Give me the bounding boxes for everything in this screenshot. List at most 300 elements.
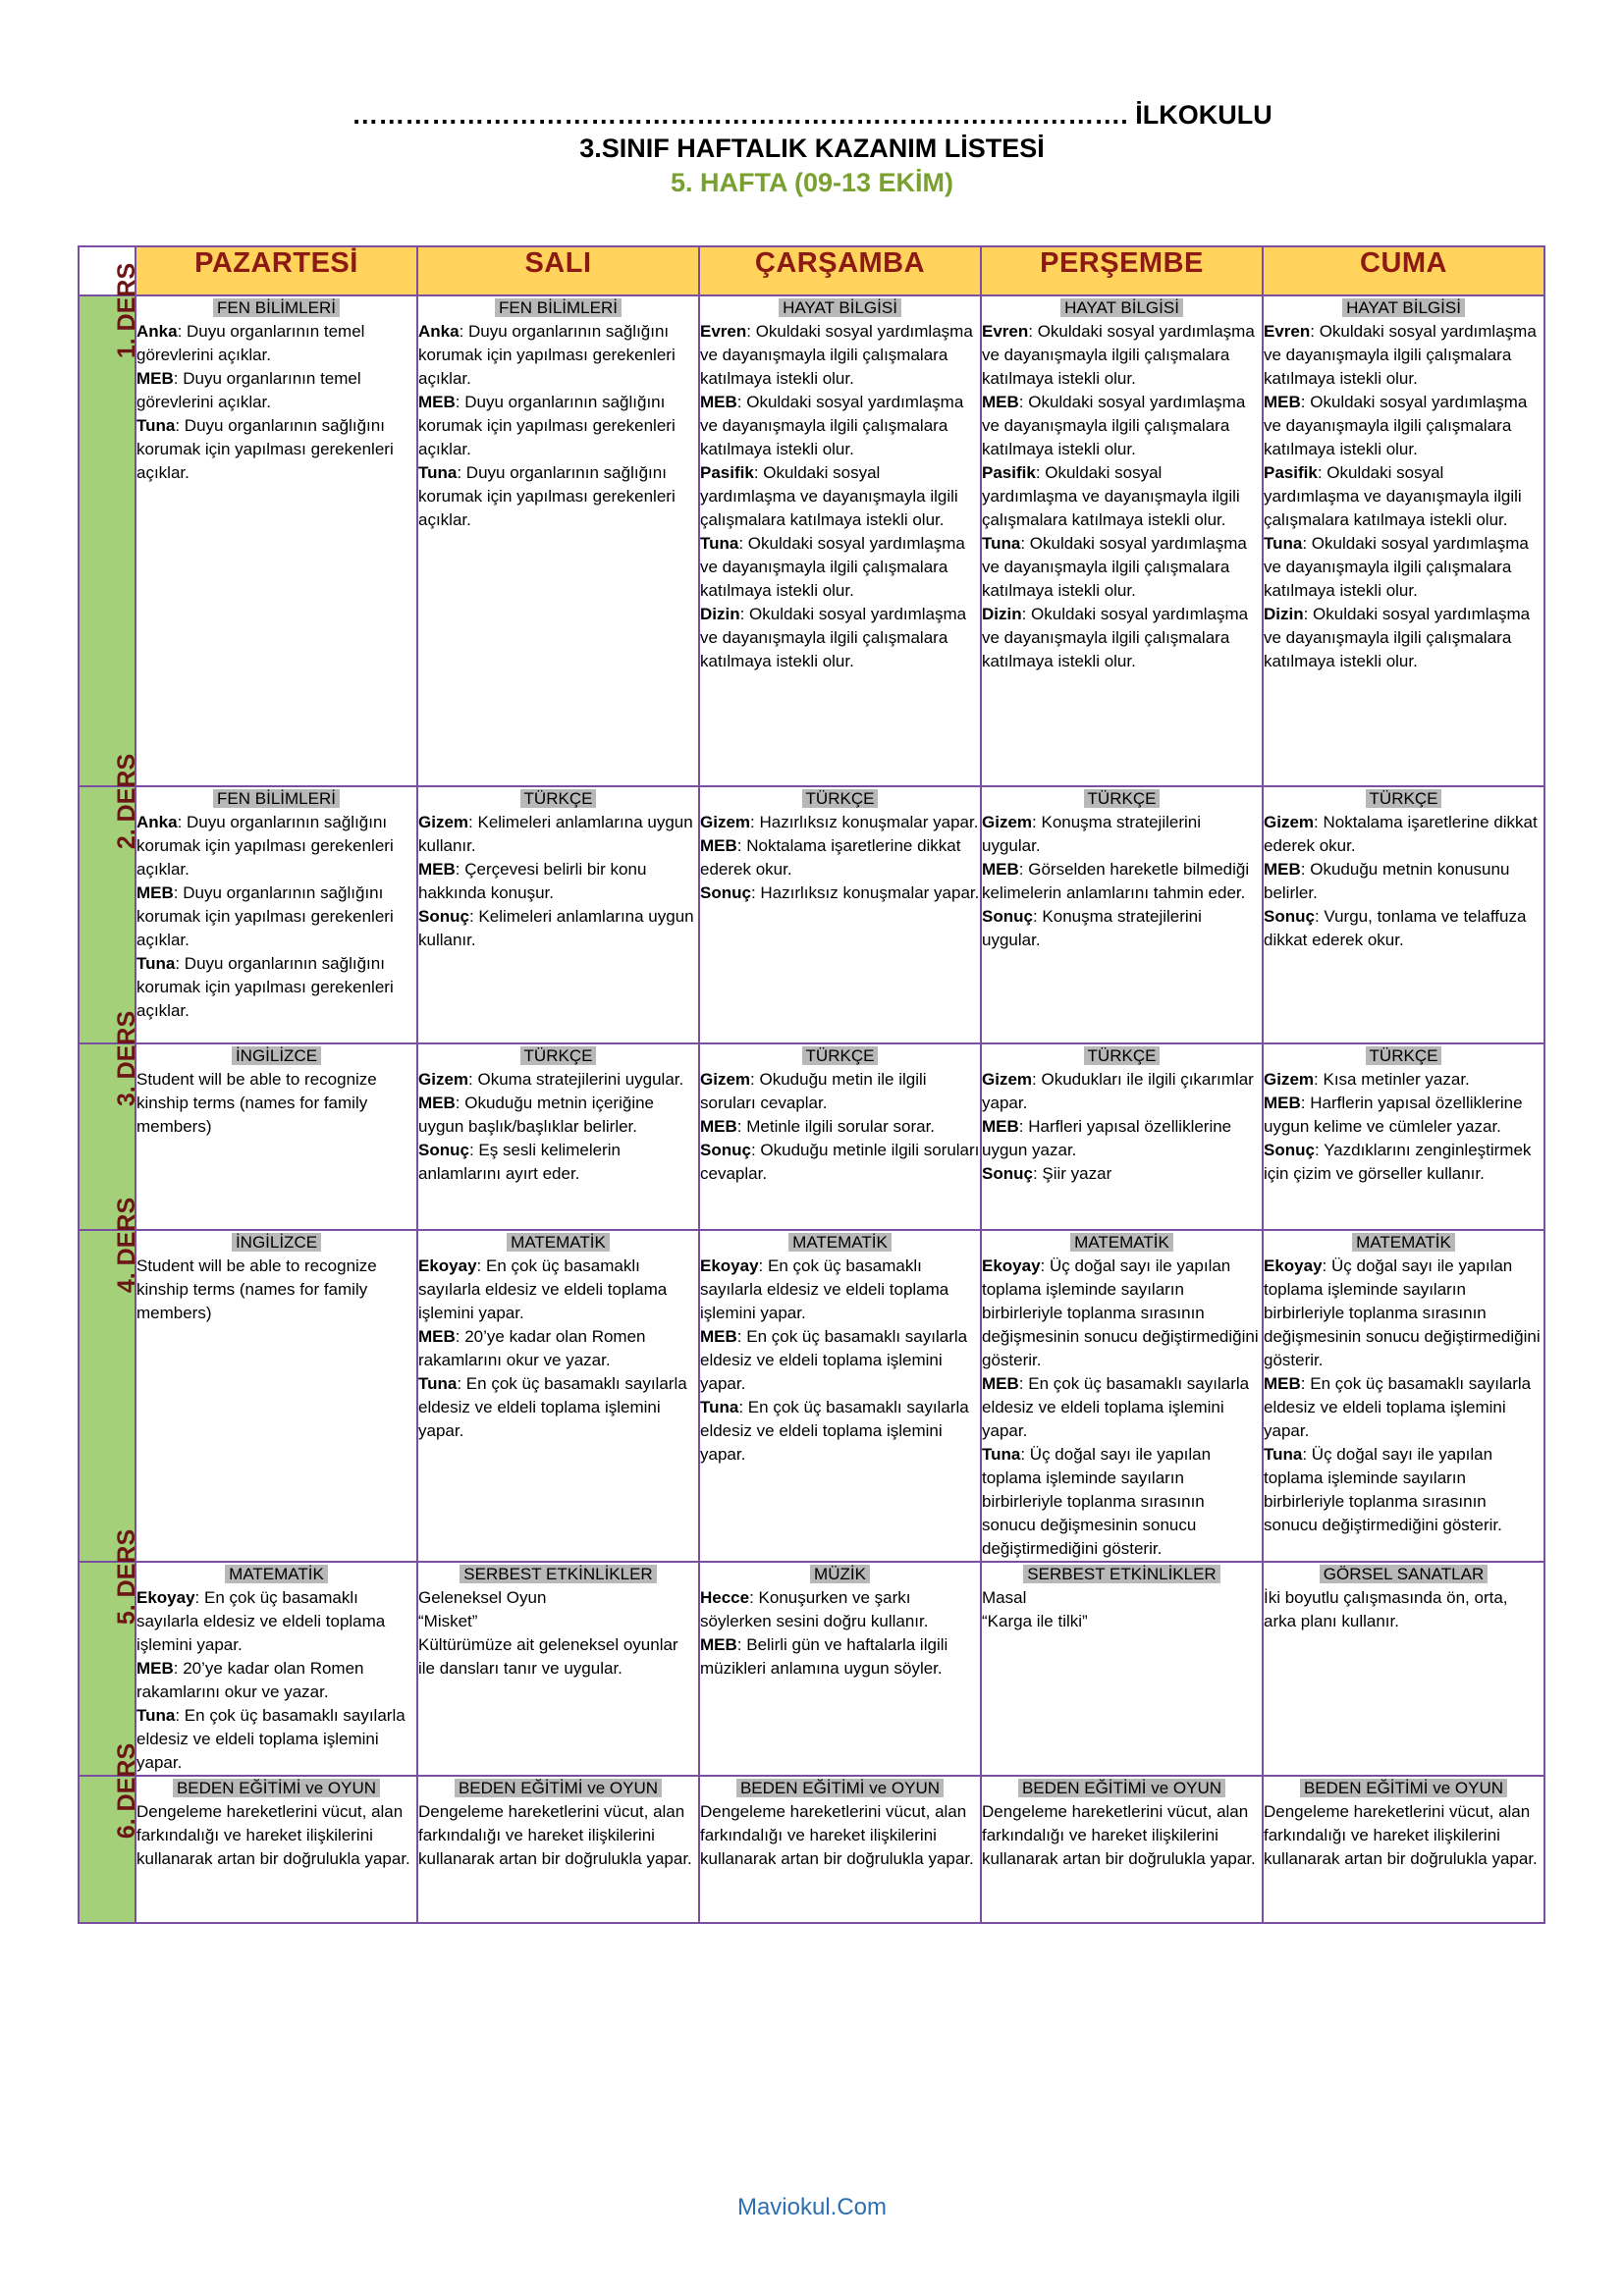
outcome-entry xyxy=(136,1586,416,1657)
outcome-text: : Eş sesli kelimelerin anlamlarını ayırt eder. xyxy=(418,1141,621,1183)
lesson-cell xyxy=(1263,1776,1544,1923)
outcome-entry xyxy=(1264,905,1543,952)
outcome-entry xyxy=(136,1255,416,1325)
outcome-entry xyxy=(418,1586,698,1610)
source-key: Gizem xyxy=(418,1070,469,1089)
outcome-entry xyxy=(982,391,1262,461)
subject-label xyxy=(1264,1044,1543,1068)
outcome-text: : Okuldaki sosyal yardımlaşma ve dayanışmayla ilgili çalışmalara katılmaya istekli olur. xyxy=(700,322,973,388)
outcome-entry xyxy=(982,1610,1262,1633)
outcome-text: : Vurgu, tonlama ve telaffuza dikkat ederek okur. xyxy=(1264,907,1527,949)
outcome-text: : Okuduğu metnin konusunu belirler. xyxy=(1264,860,1510,902)
subject-label xyxy=(136,787,416,811)
outcome-text: Student will be able to recognize kinship terms (names for family members) xyxy=(136,1256,377,1322)
subject-label xyxy=(418,1563,698,1586)
subject-label-text: HAYAT BİLGİSİ xyxy=(779,298,901,317)
source-key: MEB xyxy=(136,369,174,388)
outcome-text: : Okuldaki sosyal yardımlaşma ve dayanışmayla ilgili çalışmalara katılmaya istekli olur. xyxy=(1264,322,1537,388)
lesson-cell xyxy=(135,295,417,786)
outcome-entry xyxy=(982,1162,1262,1186)
lesson-row xyxy=(79,786,1544,1043)
page-header xyxy=(0,98,1624,200)
lesson-cell xyxy=(981,1043,1263,1230)
outcome-entry xyxy=(982,532,1262,603)
source-key: Dizin xyxy=(982,605,1022,623)
outcome-entry xyxy=(1264,391,1543,461)
subject-label-text: BEDEN EĞİTİMİ ve OYUN xyxy=(1018,1779,1225,1797)
source-key: Tuna xyxy=(136,1706,176,1725)
outcome-text: : Konuşma stratejilerini uygular. xyxy=(982,907,1202,949)
outcome-entry xyxy=(136,414,416,485)
lesson-row xyxy=(79,1230,1544,1562)
subject-label-text: İNGİLİZCE xyxy=(232,1233,321,1252)
outcome-entry xyxy=(982,1068,1262,1115)
lesson-cell xyxy=(699,786,981,1043)
outcome-entry xyxy=(700,532,980,603)
subject-label-text: FEN BİLİMLERİ xyxy=(495,298,622,317)
outcome-text: Masal xyxy=(982,1588,1027,1607)
outcome-entry xyxy=(982,603,1262,673)
outcome-entry xyxy=(700,1633,980,1681)
lesson-cell xyxy=(417,786,699,1043)
subject-label xyxy=(700,787,980,811)
day-header-tuesday: SALI xyxy=(417,246,699,295)
outcome-entry xyxy=(1264,1255,1543,1372)
source-key: MEB xyxy=(982,860,1019,879)
outcome-text: : En çok üç basamaklı sayılarla eldesiz ve eldeli toplama işlemini yapar. xyxy=(136,1588,386,1654)
source-key: Gizem xyxy=(1264,813,1315,831)
lesson-label-cell xyxy=(79,1197,141,1562)
outcome-text: : Okuduğu metin ile ilgili soruları cevaplar. xyxy=(700,1070,927,1112)
outcome-entry xyxy=(700,461,980,532)
lesson-label-cell xyxy=(79,262,141,786)
subject-label xyxy=(136,1563,416,1586)
outcome-entry xyxy=(700,881,980,905)
subject-label xyxy=(700,1044,980,1068)
source-key: Anka xyxy=(136,322,178,341)
subject-label xyxy=(418,296,698,320)
outcome-text: Dengeleme hareketlerini vücut, alan farkındalığı ve hareket ilişkilerini kullanarak artan bir doğrulukla yapar. xyxy=(1264,1802,1538,1868)
subject-label-text: FEN BİLİMLERİ xyxy=(213,789,340,808)
outcome-text: : Kelimeleri anlamlarına uygun kullanır. xyxy=(418,907,694,949)
outcome-entry xyxy=(1264,1092,1543,1139)
outcome-text: : 20’ye kadar olan Romen rakamlarını okur ve yazar. xyxy=(418,1327,646,1369)
source-key: Tuna xyxy=(418,1374,458,1393)
subject-label-text: FEN BİLİMLERİ xyxy=(213,298,340,317)
subject-label-text: HAYAT BİLGİSİ xyxy=(1060,298,1183,317)
outcome-entry xyxy=(1264,461,1543,532)
outcome-entry xyxy=(136,952,416,1023)
outcome-entry xyxy=(418,905,698,952)
lesson-cell xyxy=(135,786,417,1043)
subject-label-text: TÜRKÇE xyxy=(1366,1046,1442,1065)
outcome-entry xyxy=(700,1115,980,1139)
day-header-monday: PAZARTESİ xyxy=(135,246,417,295)
outcome-entry xyxy=(418,461,698,532)
lesson-row xyxy=(79,1562,1544,1776)
outcome-entry xyxy=(700,320,980,391)
outcome-entry xyxy=(136,1068,416,1139)
subject-label-text: MATEMATİK xyxy=(507,1233,610,1252)
lesson-cell xyxy=(981,1230,1263,1562)
outcome-text: : Duyu organlarının sağlığını korumak için yapılması gerekenleri açıklar. xyxy=(418,393,676,458)
subject-label-text: MATEMATİK xyxy=(1352,1233,1455,1252)
subject-label xyxy=(1264,787,1543,811)
subject-label xyxy=(700,296,980,320)
source-key: MEB xyxy=(136,1659,174,1678)
lesson-cell xyxy=(417,295,699,786)
lesson-cell xyxy=(1263,786,1544,1043)
source-key: Pasifik xyxy=(700,463,754,482)
source-key: Tuna xyxy=(982,1445,1021,1464)
outcome-entry xyxy=(1264,532,1543,603)
lesson-cell xyxy=(417,1776,699,1923)
source-key: Sonuç xyxy=(982,1164,1033,1183)
lesson-cell xyxy=(1263,295,1544,786)
source-key: Tuna xyxy=(1264,534,1303,553)
subject-label xyxy=(982,1044,1262,1068)
outcome-entry xyxy=(418,1800,698,1871)
outcome-text: : Okuduğu metinle ilgili soruları cevaplar. xyxy=(700,1141,980,1183)
subject-label-text: MATEMATİK xyxy=(1070,1233,1173,1252)
source-key: MEB xyxy=(982,1117,1019,1136)
source-key: MEB xyxy=(700,393,737,411)
subject-label-text: SERBEST ETKİNLİKLER xyxy=(1023,1565,1219,1583)
outcome-text: : En çok üç basamaklı sayılarla eldesiz ve eldeli toplama işlemini yapar. xyxy=(418,1374,687,1440)
source-key: Sonuç xyxy=(982,907,1033,926)
outcome-entry xyxy=(1264,1372,1543,1443)
source-key: Tuna xyxy=(1264,1445,1303,1464)
outcome-entry xyxy=(418,1610,698,1633)
outcome-entry xyxy=(418,320,698,391)
lesson-label: 3. DERS xyxy=(113,1010,141,1107)
outcome-entry xyxy=(982,1255,1262,1372)
outcome-text: Kültürümüze ait geleneksel oyunlar ile dansları tanır ve uygular. xyxy=(418,1635,678,1678)
lesson-row xyxy=(79,1776,1544,1923)
outcome-text: : Okuma stratejilerini uygular. xyxy=(468,1070,684,1089)
day-header-thursday: PERŞEMBE xyxy=(981,246,1263,295)
outcome-text: : Görselden hareketle bilmediği kelimelerin anlamlarını tahmin eder. xyxy=(982,860,1250,902)
outcome-text: Dengeleme hareketlerini vücut, alan farkındalığı ve hareket ilişkilerini kullanarak artan bir doğrulukla yapar. xyxy=(418,1802,692,1868)
source-key: MEB xyxy=(418,393,456,411)
day-header-wednesday: ÇARŞAMBA xyxy=(699,246,981,295)
outcome-text: Dengeleme hareketlerini vücut, alan farkındalığı ve hareket ilişkilerini kullanarak artan bir doğrulukla yapar. xyxy=(136,1802,410,1868)
source-key: MEB xyxy=(700,1327,737,1346)
outcome-entry xyxy=(418,1068,698,1092)
outcome-text: : Okuldaki sosyal yardımlaşma ve dayanışmayla ilgili çalışmalara katılmaya istekli olur. xyxy=(700,463,958,529)
outcome-entry xyxy=(982,1443,1262,1561)
outcome-text: Student will be able to recognize kinship terms (names for family members) xyxy=(136,1070,377,1136)
outcome-entry xyxy=(700,603,980,673)
source-key: Evren xyxy=(700,322,747,341)
subject-label xyxy=(700,1777,980,1800)
source-key: Evren xyxy=(982,322,1029,341)
subject-label-text: TÜRKÇE xyxy=(520,789,597,808)
outcome-entry xyxy=(982,1115,1262,1162)
source-key: Anka xyxy=(418,322,460,341)
outcome-text: : Okuduğu metnin içeriğine uygun başlık/başlıklar belirler. xyxy=(418,1094,655,1136)
outcome-entry xyxy=(700,1325,980,1396)
outcome-entry xyxy=(700,834,980,881)
subject-label xyxy=(982,296,1262,320)
source-key: Tuna xyxy=(982,534,1021,553)
source-key: Sonuç xyxy=(700,1141,751,1159)
source-key: MEB xyxy=(1264,860,1301,879)
subject-label-text: BEDEN EĞİTİMİ ve OYUN xyxy=(1300,1779,1507,1797)
lesson-cell xyxy=(1263,1043,1544,1230)
subject-label xyxy=(418,1231,698,1255)
outcome-text: : Okuldaki sosyal yardımlaşma ve dayanışmayla ilgili çalışmalara katılmaya istekli olur. xyxy=(982,393,1246,458)
source-key: Gizem xyxy=(1264,1070,1315,1089)
subject-label xyxy=(982,1231,1262,1255)
source-key: MEB xyxy=(1264,1374,1301,1393)
lesson-cell xyxy=(135,1562,417,1776)
outcome-text: Dengeleme hareketlerini vücut, alan farkındalığı ve hareket ilişkilerini kullanarak artan bir doğrulukla yapar. xyxy=(982,1802,1256,1868)
school-line: ……………………………………………………………………………. İLKOKULU xyxy=(352,100,1272,130)
subject-label-text: BEDEN EĞİTİMİ ve OYUN xyxy=(736,1779,944,1797)
lesson-label-cell xyxy=(79,1742,141,1923)
outcome-text: : Yazdıklarını zenginleştirmek için çizim ve görseller kullanır. xyxy=(1264,1141,1532,1183)
outcome-entry xyxy=(136,367,416,414)
source-key: Sonuç xyxy=(418,1141,469,1159)
outcome-entry xyxy=(700,1255,980,1325)
outcome-entry xyxy=(418,1139,698,1186)
outcome-entry xyxy=(1264,1443,1543,1537)
subject-label-text: TÜRKÇE xyxy=(1084,1046,1161,1065)
outcome-entry xyxy=(982,320,1262,391)
outcome-text: : Duyu organlarının sağlığını korumak için yapılması gerekenleri açıklar. xyxy=(136,813,394,879)
lesson-cell xyxy=(981,1562,1263,1776)
weekly-plan-table xyxy=(78,245,1545,1924)
subject-label xyxy=(418,787,698,811)
outcome-entry xyxy=(700,1800,980,1871)
outcome-text: : Harfleri yapısal özelliklerine uygun yazar. xyxy=(982,1117,1232,1159)
outcome-text: : Okuldaki sosyal yardımlaşma ve dayanışmayla ilgili çalışmalara katılmaya istekli olur. xyxy=(1264,393,1528,458)
source-key: Sonuç xyxy=(1264,1141,1315,1159)
outcome-entry xyxy=(700,1139,980,1186)
lesson-cell xyxy=(1263,1230,1544,1562)
outcome-entry xyxy=(982,858,1262,905)
outcome-entry xyxy=(1264,1800,1543,1871)
outcome-text: : Okuldaki sosyal yardımlaşma ve dayanışmayla ilgili çalışmalara katılmaya istekli olur. xyxy=(982,534,1247,600)
outcome-entry xyxy=(418,811,698,858)
lesson-cell xyxy=(699,1776,981,1923)
lesson-label: 4. DERS xyxy=(113,1197,141,1294)
source-key: MEB xyxy=(136,883,174,902)
subject-label-text: TÜRKÇE xyxy=(802,789,879,808)
subject-label-text: TÜRKÇE xyxy=(520,1046,597,1065)
subject-label xyxy=(418,1777,698,1800)
source-key: Ekoyay xyxy=(136,1588,195,1607)
outcome-entry xyxy=(418,1255,698,1325)
source-key: MEB xyxy=(700,1117,737,1136)
lesson-cell xyxy=(699,1230,981,1562)
outcome-text: : En çok üç basamaklı sayılarla eldesiz ve eldeli toplama işlemini yapar. xyxy=(700,1256,949,1322)
subject-label-text: BEDEN EĞİTİMİ ve OYUN xyxy=(455,1779,662,1797)
outcome-text: : Çerçevesi belirli bir konu hakkında konuşur. xyxy=(418,860,647,902)
lesson-cell xyxy=(981,1776,1263,1923)
outcome-text: : Okuldaki sosyal yardımlaşma ve dayanışmayla ilgili çalışmalara katılmaya istekli olur. xyxy=(982,463,1240,529)
subject-label-text: GÖRSEL SANATLAR xyxy=(1320,1565,1488,1583)
outcome-text: : Üç doğal sayı ile yapılan toplama işleminde sayıların birbirleriyle toplanma sırasının değişmesinin sonucu değiştirmediğini gösterir. xyxy=(982,1256,1259,1369)
outcome-entry xyxy=(418,1092,698,1139)
outcome-text: : Duyu organlarının sağlığını korumak için yapılması gerekenleri açıklar. xyxy=(136,416,394,482)
outcome-text: : Belirli gün ve haftalarla ilgili müzikleri anlamına uygun söyler. xyxy=(700,1635,948,1678)
outcome-text: : En çok üç basamaklı sayılarla eldesiz ve eldeli toplama işlemini yapar. xyxy=(982,1374,1250,1440)
outcome-entry xyxy=(1264,1586,1543,1633)
subject-label xyxy=(136,1231,416,1255)
source-key: MEB xyxy=(418,860,456,879)
outcome-text: : Hazırlıksız konuşmalar yapar. xyxy=(750,883,980,902)
outcome-text: Geleneksel Oyun xyxy=(418,1588,547,1607)
outcome-entry xyxy=(418,1325,698,1372)
source-key: Gizem xyxy=(418,813,469,831)
outcome-text: Dengeleme hareketlerini vücut, alan farkındalığı ve hareket ilişkilerini kullanarak artan bir doğrulukla yapar. xyxy=(700,1802,974,1868)
lesson-cell xyxy=(417,1043,699,1230)
source-key: Tuna xyxy=(418,463,458,482)
subject-label xyxy=(136,296,416,320)
outcome-entry xyxy=(418,1633,698,1681)
source-key: MEB xyxy=(418,1094,456,1112)
outcome-text: İki boyutlu çalışmasında ön, orta, arka planı kullanır. xyxy=(1264,1588,1508,1630)
outcome-text: : Kısa metinler yazar. xyxy=(1314,1070,1470,1089)
outcome-entry xyxy=(136,811,416,881)
outcome-text: : Okuldaki sosyal yardımlaşma ve dayanışmayla ilgili çalışmalara katılmaya istekli olur. xyxy=(982,605,1249,670)
subject-label xyxy=(1264,1563,1543,1586)
outcome-entry xyxy=(1264,858,1543,905)
outcome-entry xyxy=(982,1800,1262,1871)
outcome-text: : Duyu organlarının sağlığını korumak için yapılması gerekenleri açıklar. xyxy=(136,883,394,949)
outcome-text: : Duyu organlarının temel görevlerini açıklar. xyxy=(136,369,361,411)
source-key: Gizem xyxy=(982,1070,1033,1089)
outcome-text: : Okuldaki sosyal yardımlaşma ve dayanışmayla ilgili çalışmalara katılmaya istekli olur. xyxy=(700,534,965,600)
subject-label-text: SERBEST ETKİNLİKLER xyxy=(460,1565,656,1583)
footer-site: Maviokul.Com xyxy=(736,2194,888,2220)
day-header-row xyxy=(79,246,1544,295)
source-key: Dizin xyxy=(700,605,740,623)
outcome-text: : En çok üç basamaklı sayılarla eldesiz ve eldeli toplama işlemini yapar. xyxy=(136,1706,406,1772)
subject-label-text: TÜRKÇE xyxy=(1366,789,1442,808)
source-key: Evren xyxy=(1264,322,1311,341)
lesson-row xyxy=(79,1043,1544,1230)
outcome-text: : Duyu organlarının temel görevlerini açıklar. xyxy=(136,322,365,364)
page-title: 3.SINIF HAFTALIK KAZANIM LİSTESİ xyxy=(579,133,1045,163)
lesson-cell xyxy=(1263,1562,1544,1776)
outcome-text: : Hazırlıksız konuşmalar yapar. xyxy=(750,813,979,831)
outcome-text: : Üç doğal sayı ile yapılan toplama işleminde sayıların birbirleriyle toplanma sırasının değişmesinin sonucu değiştirmediğini gösterir. xyxy=(1264,1256,1541,1369)
subject-label-text: TÜRKÇE xyxy=(1084,789,1161,808)
source-key: Pasifik xyxy=(982,463,1036,482)
lesson-label: 5. DERS xyxy=(113,1528,141,1626)
source-key: Ekoyay xyxy=(700,1256,759,1275)
subject-label-text: MATEMATİK xyxy=(788,1233,892,1252)
source-key: Ekoyay xyxy=(418,1256,477,1275)
outcome-text: : Okuldaki sosyal yardımlaşma ve dayanışmayla ilgili çalışmalara katılmaya istekli olur. xyxy=(1264,534,1529,600)
source-key: MEB xyxy=(418,1327,456,1346)
source-key: Tuna xyxy=(700,534,739,553)
subject-label xyxy=(136,1777,416,1800)
outcome-text: : Okuldaki sosyal yardımlaşma ve dayanışmayla ilgili çalışmalara katılmaya istekli olur. xyxy=(1264,463,1522,529)
outcome-text: : Harflerin yapısal özelliklerine uygun kelime ve cümleler yazar. xyxy=(1264,1094,1523,1136)
outcome-entry xyxy=(982,1372,1262,1443)
subject-label xyxy=(418,1044,698,1068)
source-key: Pasifik xyxy=(1264,463,1318,482)
outcome-entry xyxy=(136,1657,416,1704)
outcome-text: : Üç doğal sayı ile yapılan toplama işleminde sayıların birbirleriyle toplanma sırasının sonucu değiştirmediğini gösterir. xyxy=(1264,1445,1502,1534)
outcome-entry xyxy=(418,1372,698,1443)
lesson-cell xyxy=(981,295,1263,786)
outcome-entry xyxy=(700,391,980,461)
outcome-text: “Karga ile tilki” xyxy=(982,1612,1088,1630)
outcome-text: : Duyu organlarının sağlığını korumak için yapılması gerekenleri açıklar. xyxy=(136,954,394,1020)
subject-label xyxy=(700,1563,980,1586)
outcome-text: : En çok üç basamaklı sayılarla eldesiz ve eldeli toplama işlemini yapar. xyxy=(1264,1374,1532,1440)
source-key: Sonuç xyxy=(1264,907,1315,926)
outcome-text: : Okudukları ile ilgili çıkarımlar yapar. xyxy=(982,1070,1254,1112)
outcome-text: “Misket” xyxy=(418,1612,478,1630)
source-key: Sonuç xyxy=(700,883,751,902)
lesson-cell xyxy=(135,1776,417,1923)
outcome-text: : Kelimeleri anlamlarına uygun kullanır. xyxy=(418,813,693,855)
source-key: MEB xyxy=(700,1635,737,1654)
subject-label-text: İNGİLİZCE xyxy=(232,1046,321,1065)
outcome-text: : En çok üç basamaklı sayılarla eldesiz ve eldeli toplama işlemini yapar. xyxy=(700,1398,969,1464)
source-key: Gizem xyxy=(700,1070,751,1089)
outcome-entry xyxy=(136,881,416,952)
outcome-text: : En çok üç basamaklı sayılarla eldesiz ve eldeli toplama işlemini yapar. xyxy=(700,1327,968,1393)
outcome-entry xyxy=(1264,320,1543,391)
source-key: Sonuç xyxy=(418,907,469,926)
source-key: Gizem xyxy=(700,813,751,831)
outcome-text: : Okuldaki sosyal yardımlaşma ve dayanışmayla ilgili çalışmalara katılmaya istekli olur. xyxy=(1264,605,1531,670)
lesson-row xyxy=(79,295,1544,786)
outcome-text: : Duyu organlarının sağlığını korumak için yapılması gerekenleri açıklar. xyxy=(418,463,676,529)
subject-label xyxy=(1264,1777,1543,1800)
subject-label-text: MÜZİK xyxy=(810,1565,870,1583)
source-key: Anka xyxy=(136,813,178,831)
source-key: Tuna xyxy=(700,1398,739,1416)
outcome-entry xyxy=(982,905,1262,952)
lesson-cell xyxy=(699,1043,981,1230)
outcome-entry xyxy=(982,1586,1262,1610)
source-key: MEB xyxy=(982,393,1019,411)
source-key: Dizin xyxy=(1264,605,1304,623)
outcome-entry xyxy=(136,1704,416,1775)
source-key: Tuna xyxy=(136,954,176,973)
subject-label-text: MATEMATİK xyxy=(225,1565,328,1583)
week-label: 5. HAFTA (09-13 EKİM) xyxy=(670,168,954,197)
outcome-text: : Şiir yazar xyxy=(1032,1164,1112,1183)
source-key: Gizem xyxy=(982,813,1033,831)
outcome-text: : Metinle ilgili sorular sorar. xyxy=(736,1117,936,1136)
outcome-entry xyxy=(700,1068,980,1115)
source-key: MEB xyxy=(700,836,737,855)
outcome-text: : Okuldaki sosyal yardımlaşma ve dayanışmayla ilgili çalışmalara katılmaya istekli olur. xyxy=(982,322,1255,388)
outcome-entry xyxy=(1264,603,1543,673)
source-key: MEB xyxy=(982,1374,1019,1393)
source-key: Tuna xyxy=(136,416,176,435)
lesson-cell xyxy=(135,1230,417,1562)
subject-label-text: HAYAT BİLGİSİ xyxy=(1342,298,1465,317)
source-key: Hecce xyxy=(700,1588,750,1607)
lesson-label-cell xyxy=(79,753,141,1043)
day-header-friday: CUMA xyxy=(1263,246,1544,295)
source-key: Ekoyay xyxy=(982,1256,1041,1275)
outcome-text: : Okuldaki sosyal yardımlaşma ve dayanışmayla ilgili çalışmalara katılmaya istekli olur. xyxy=(700,393,964,458)
subject-label xyxy=(1264,1231,1543,1255)
subject-label xyxy=(982,1777,1262,1800)
outcome-entry xyxy=(982,811,1262,858)
